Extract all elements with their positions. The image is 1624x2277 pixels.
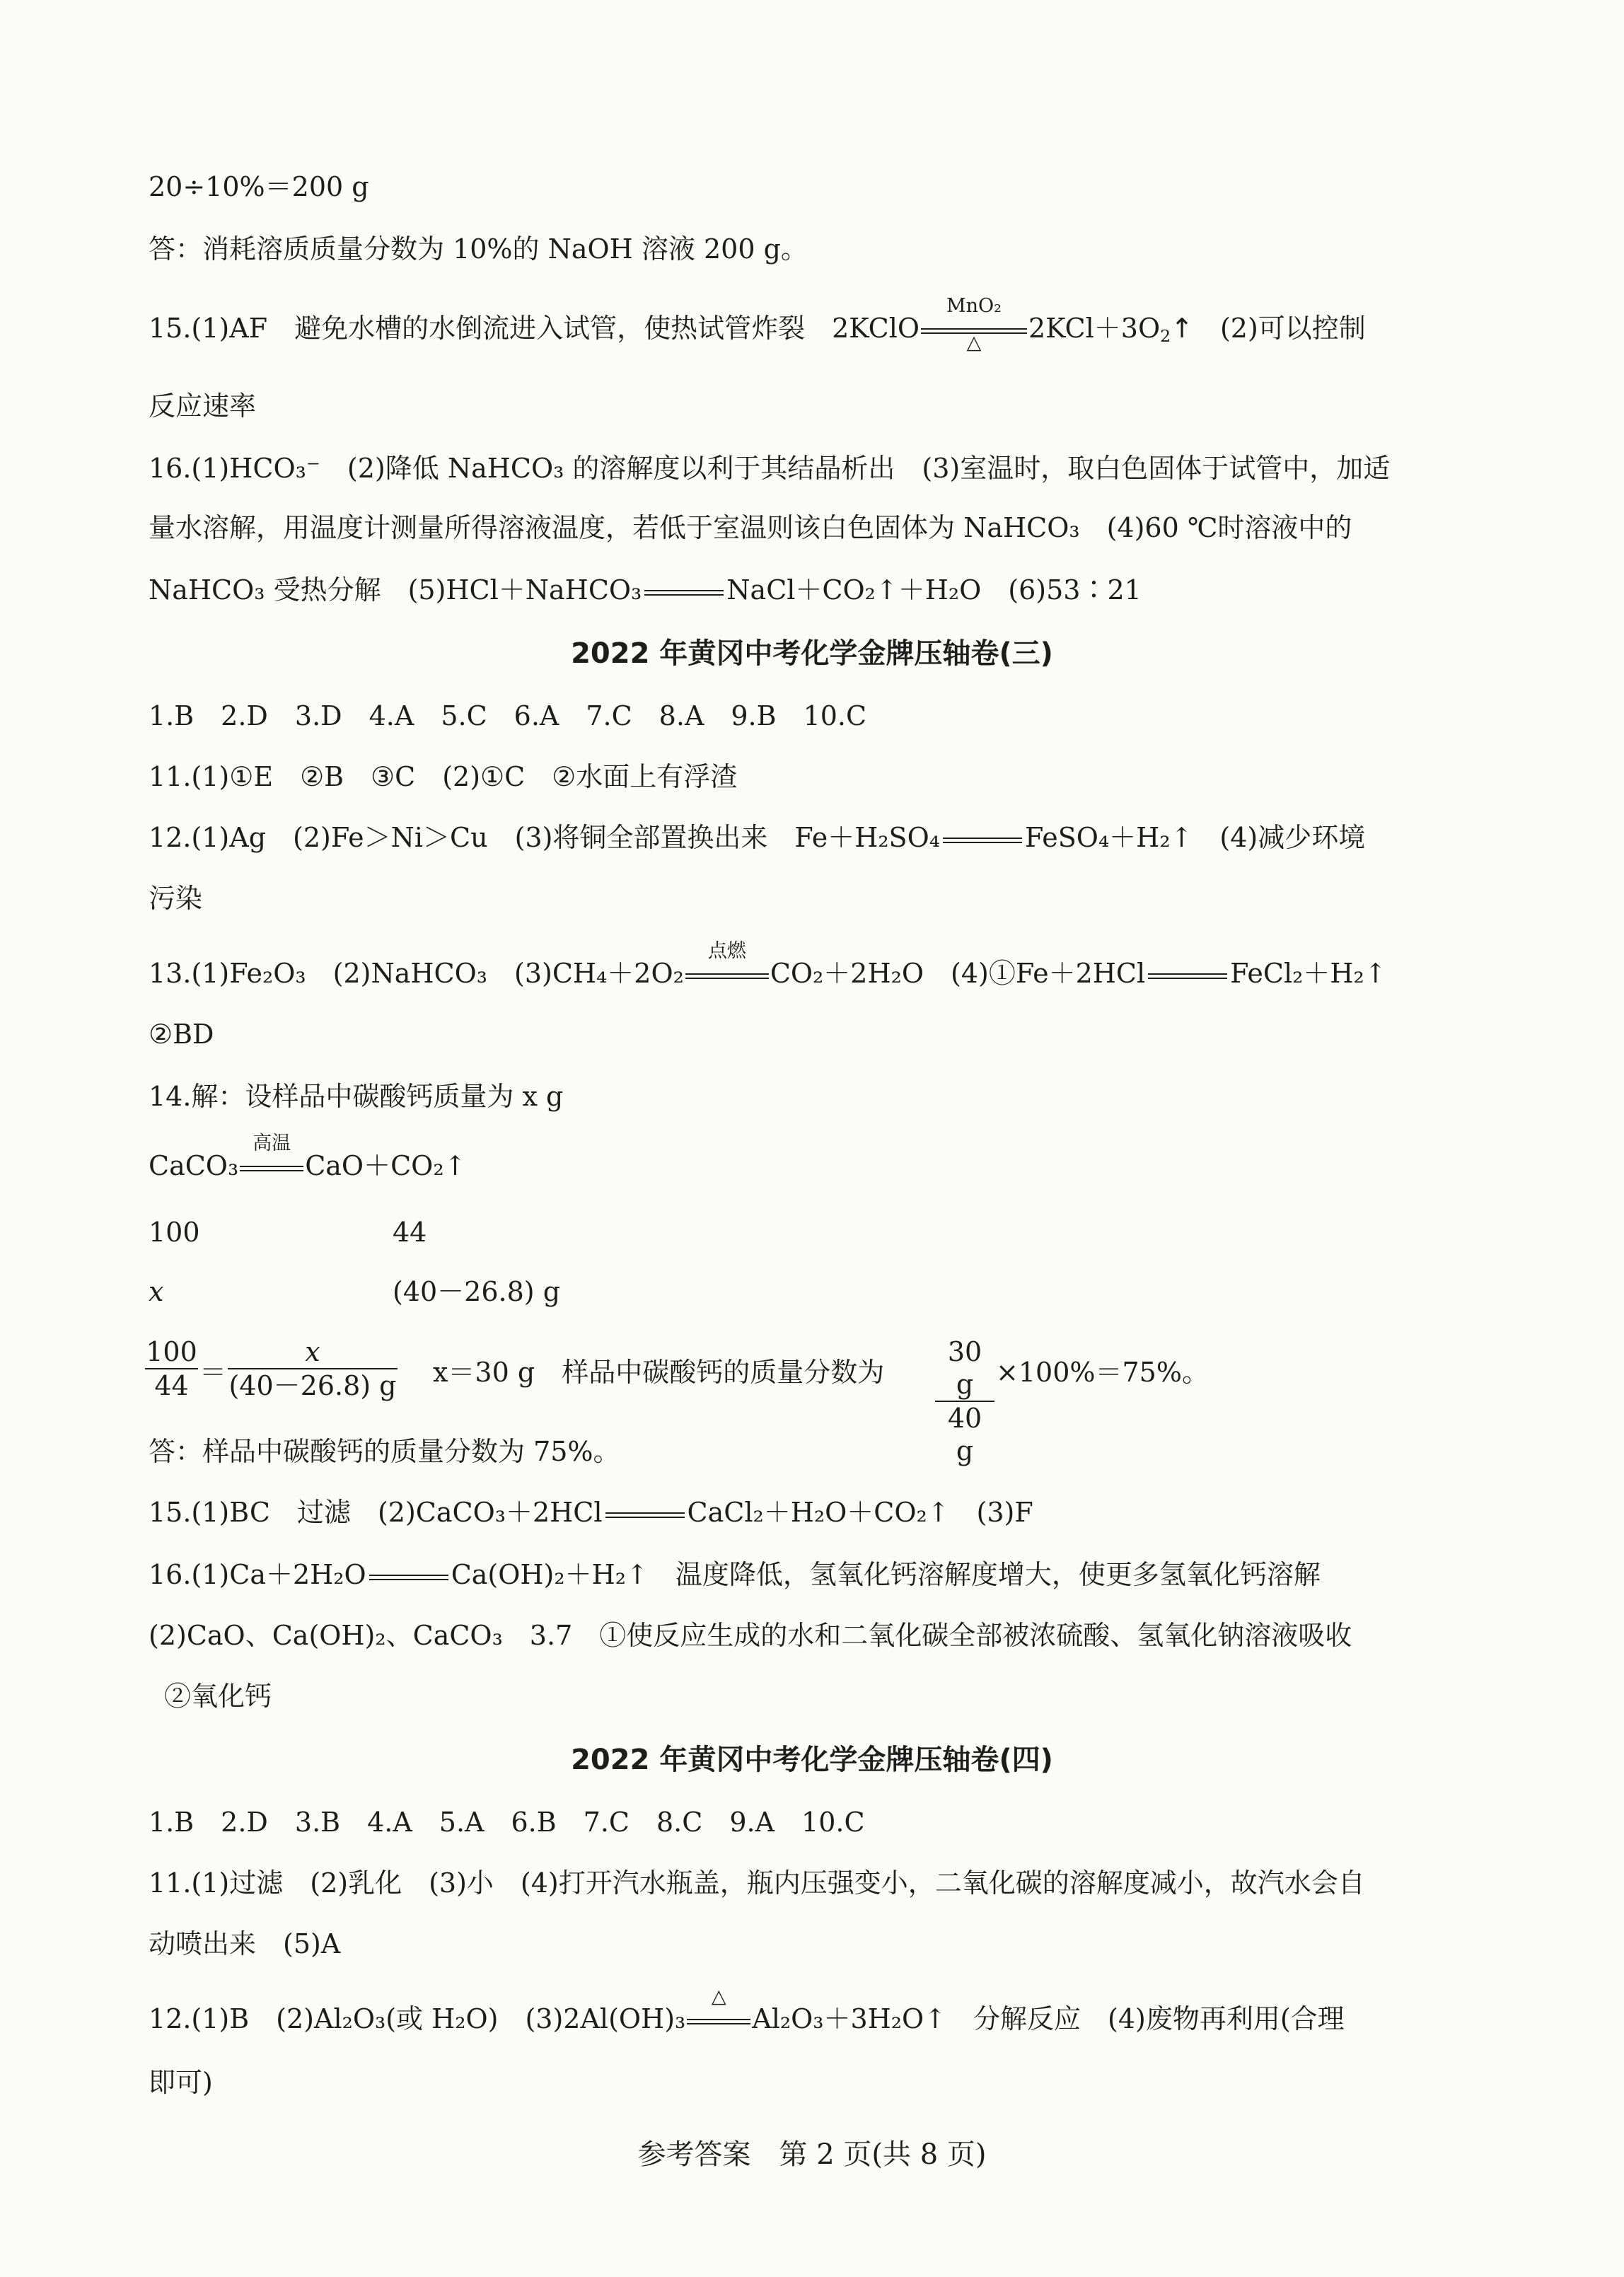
line-q11-3: 11.(1)①E ②B ③C (2)①C ②水面上有浮渣 <box>149 761 738 792</box>
equals-sign <box>605 1501 685 1529</box>
line-answer-1: 答：消耗溶质质量分数为 10%的 NaOH 溶液 200 g。 <box>149 233 808 265</box>
reaction-condition: △ <box>687 2007 750 2036</box>
line-q14-3: 14.解：设样品中碳酸钙质量为 x g <box>149 1081 564 1112</box>
section-title-3: 2022 年黄冈中考化学金牌压轴卷(三) <box>571 637 1053 670</box>
equals: ＝ <box>199 1357 227 1388</box>
line-q14-mass-b: 44 <box>393 1217 427 1248</box>
line-q12-3: 12.(1)Ag (2)Fe＞Ni＞Cu (3)将铜全部置换出来 Fe＋H₂SO₄ FeSO₄＋H₂↑ (4)减少环境 <box>149 822 1366 853</box>
line-q11-4-cont: 动喷出来 (5)A <box>149 1928 341 1959</box>
equals-sign <box>644 579 724 607</box>
line-q16-3-cont2: ②氧化钙 <box>164 1681 272 1712</box>
line-q14-result-b: ×100%＝75%。 <box>996 1357 1209 1388</box>
page-footer: 参考答案 第 2 页(共 8 页) <box>637 2138 987 2171</box>
line-choices-4: 1.B 2.D 3.B 4.A 5.A 6.B 7.C 8.C 9.A 10.C <box>149 1807 865 1838</box>
reaction-condition: 高温 <box>240 1154 303 1183</box>
line-q14-var: x <box>149 1276 164 1307</box>
equals-sign <box>369 1563 448 1592</box>
line-q15: 15.(1)AF 避免水槽的水倒流进入试管，使热试管炸裂 2KClO MnO₂ △ $2KCl+3O_2↑$ (2)可以控制 <box>149 294 1366 354</box>
line-q11-4: 11.(1)过滤 (2)乳化 (3)小 (4)打开汽水瓶盖，瓶内压强变小，二氧化碳的溶解度减小，故汽水会自 <box>149 1867 1365 1899</box>
reaction-condition: 点燃 <box>685 962 769 990</box>
line-q15-cont: 反应速率 <box>149 390 257 422</box>
line-q14-mass: 100 <box>149 1217 200 1248</box>
line-q14-var-b: (40－26.8) g <box>393 1276 561 1307</box>
line-q13-3: 13.(1)Fe₂O₃ (2)NaHCO₃ (3)CH₄＋2O₂ 点燃 CO₂＋2H₂O (4)①Fe＋2HCl FeCl₂＋H₂↑ <box>149 939 1387 989</box>
line-q16: 16.(1)HCO₃⁻ (2)降低 NaHCO₃ 的溶解度以利于其结晶析出 (3)室温时，取白色固体于试管中，加适 <box>149 453 1391 484</box>
line-q12-4-cont: 即可) <box>149 2067 213 2098</box>
line-q14-result: x＝30 g 样品中碳酸钙的质量分数为 <box>433 1357 885 1388</box>
equals-sign <box>943 826 1022 854</box>
line-q16-3: 16.(1)Ca＋2H₂O Ca(OH)₂＋H₂↑ 温度降低，氢氧化钙溶解度增大，使更多氢氧化钙溶解 <box>149 1559 1321 1590</box>
line-q16-cont1: 量水溶解，用温度计测量所得溶液温度，若低于室温则该白色固体为 NaHCO₃ (4)60 ℃时溶液中的 <box>149 512 1352 543</box>
fraction-1: $\frac{100}{44}$ <box>146 1336 197 1401</box>
equals-sign <box>1148 962 1227 990</box>
fraction-3: $\frac{30 g}{40 g}$ <box>935 1336 994 1467</box>
line-q13-3-cont: ②BD <box>149 1019 214 1050</box>
section-title-4: 2022 年黄冈中考化学金牌压轴卷(四) <box>571 1744 1053 1776</box>
line-choices-3: 1.B 2.D 3.D 4.A 5.C 6.A 7.C 8.A 9.B 10.C <box>149 700 867 731</box>
line-q12-3-cont: 污染 <box>149 883 203 914</box>
line-q16-cont2: NaHCO₃ 受热分解 (5)HCl＋NaHCO₃ NaCl＋CO₂↑＋H₂O (6)53∶21 <box>149 574 1142 606</box>
line-q16-3-cont: (2)CaO、Ca(OH)₂、CaCO₃ 3.7 ①使反应生成的水和二氧化碳全部被浓硫酸、氢氧化钠溶液吸收 <box>149 1620 1352 1651</box>
line-q15-3: 15.(1)BC 过滤 (2)CaCO₃＋2HCl CaCl₂＋H₂O＋CO₂↑ (3)F <box>149 1497 1033 1528</box>
line-answer-3: 答：样品中碳酸钙的质量分数为 75%。 <box>149 1436 620 1467</box>
arrow-up-icon: ↑ <box>1171 313 1193 344</box>
line-q14-eq: CaCO₃ 高温 CaO＋CO₂↑ <box>149 1132 467 1181</box>
line-q12-4: 12.(1)B (2)Al₂O₃(或 H₂O) (3)2Al(OH)₃ △ Al₂O₃＋3H₂O↑ 分解反应 (4)废物再利用(合理 <box>149 1985 1345 2034</box>
fraction-2: $\frac{x}{(40-26.8) g}$ <box>228 1336 397 1401</box>
reaction-condition: MnO₂ △ <box>921 317 1027 345</box>
line-calc: 20÷10%＝200 g <box>149 171 369 202</box>
